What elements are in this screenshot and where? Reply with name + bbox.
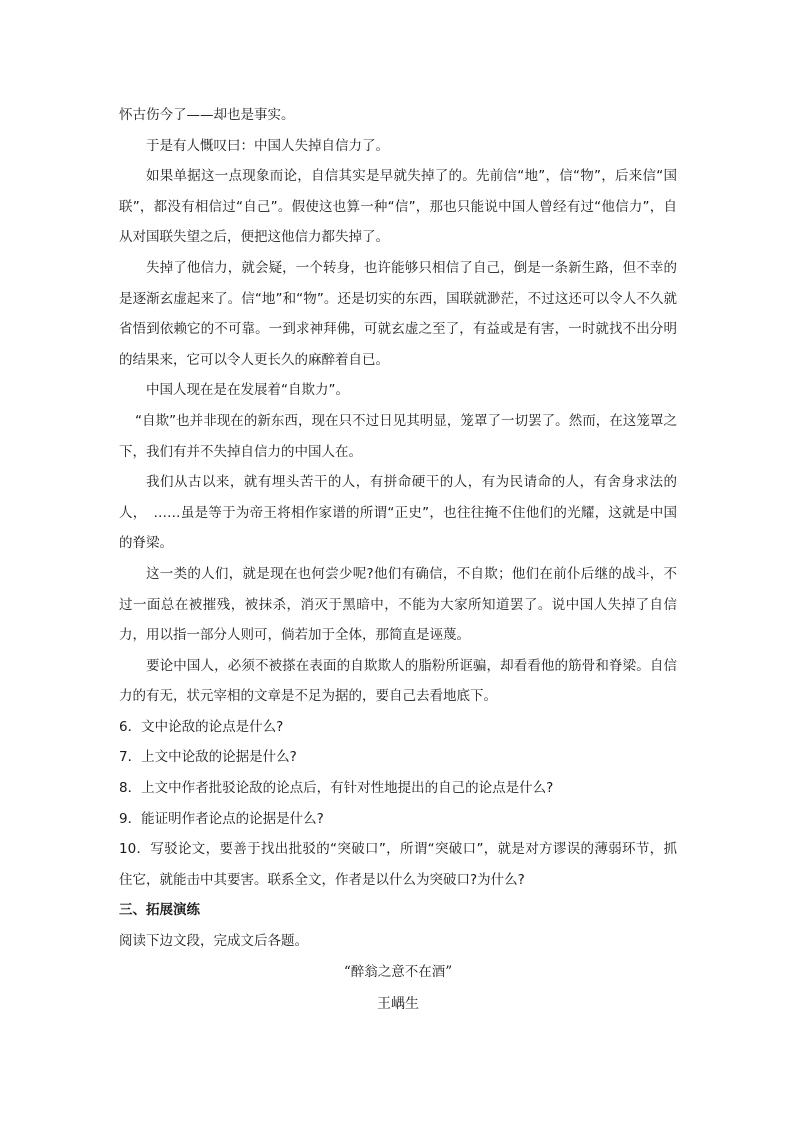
question-10: 10．写驳论文，要善于找出批驳的“突破口”，所谓“突破口”，就是对方谬误的薄弱环节，抓住它，就能击中其要害。联系全文，作者是以什么为突破口?为什么?: [119, 841, 677, 888]
question-7: 7．上文中论敌的论据是什么?: [119, 749, 297, 766]
paragraph-3: 如果单据这一点现象而论，自信其实是早就失掉了的。先前信“地”，信“物”，后来信“国联”，都没有相信过“自己”。假使这也算一种“信”，那也只能说中国人曾经有过“他信力”，自从对国联失望之后，便把这他信力都失掉了。: [119, 168, 677, 246]
essay-author: 王嵎生: [377, 996, 419, 1013]
question-8: 8．上文中作者批驳论敌的论点后，有针对性地提出的自己的论点是什么?: [119, 780, 554, 797]
paragraph-8: 这一类的人们，就是现在也何尝少呢?他们有确信，不自欺；他们在前仆后继的战斗，不过一面总在被摧残，被抹杀，消灭于黑暗中，不能为大家所知道罢了。说中国人失掉了自信力，用以指一部分人则可，倘若加于全体，那简直是诬蔑。: [119, 565, 677, 644]
section-heading: 三、拓展演练: [119, 902, 200, 919]
document-body: [119, 100, 677, 1020]
instruction-text: 阅读下边文段，完成文后各题。: [119, 933, 308, 950]
paragraph-4: 失掉了他信力，就会疑，一个转身，也许能够只相信了自己，倒是一条新生路，但不幸的是逐渐玄虚起来了。信“地”和“物”。还是切实的东西，国联就渺茫，不过这还可以令人不久就省悟到依赖它的不可靠。一到求神拜佛，可就玄虚之至了，有益或是有害，一时就找不出分明的结果来，它可以令人更长久的麻醉着自已。: [119, 259, 677, 368]
essay-title: “醉翁之意不在酒”: [343, 963, 453, 980]
question-6: 6．文中论敌的论点是什么?: [119, 718, 284, 735]
paragraph-2: 于是有人慨叹曰：中国人失掉自信力了。: [146, 137, 389, 154]
question-9: 9．能证明作者论点的论据是什么?: [119, 810, 324, 827]
paragraph-7: 我们从古以来，就有埋头苦干的人，有拼命硬干的人，有为民请命的人，有舍身求法的人， ……虽是等于为帝王将相作家谱的所谓“正史”，也往往掩不住他们的光耀，这就是中国的脊梁。: [119, 474, 677, 552]
paragraph-1: 怀古伤今了——却也是事实。: [119, 107, 295, 123]
paragraph-6: “自欺”也并非现在的新东西，现在只不过日见其明显，笼罩了一切罢了。然而，在这笼罩之下，我们有并不失掉自信力的中国人在。: [119, 412, 677, 460]
paragraph-5: 中国人现在是在发展着“自欺力”。: [146, 382, 349, 399]
paragraph-9: 要论中国人，必须不被搽在表面的自欺欺人的脂粉所诓骗，却看看他的筋骨和脊梁。自信力的有无，状元宰相的文章是不足为据的，要自己去看地底下。: [119, 657, 677, 705]
